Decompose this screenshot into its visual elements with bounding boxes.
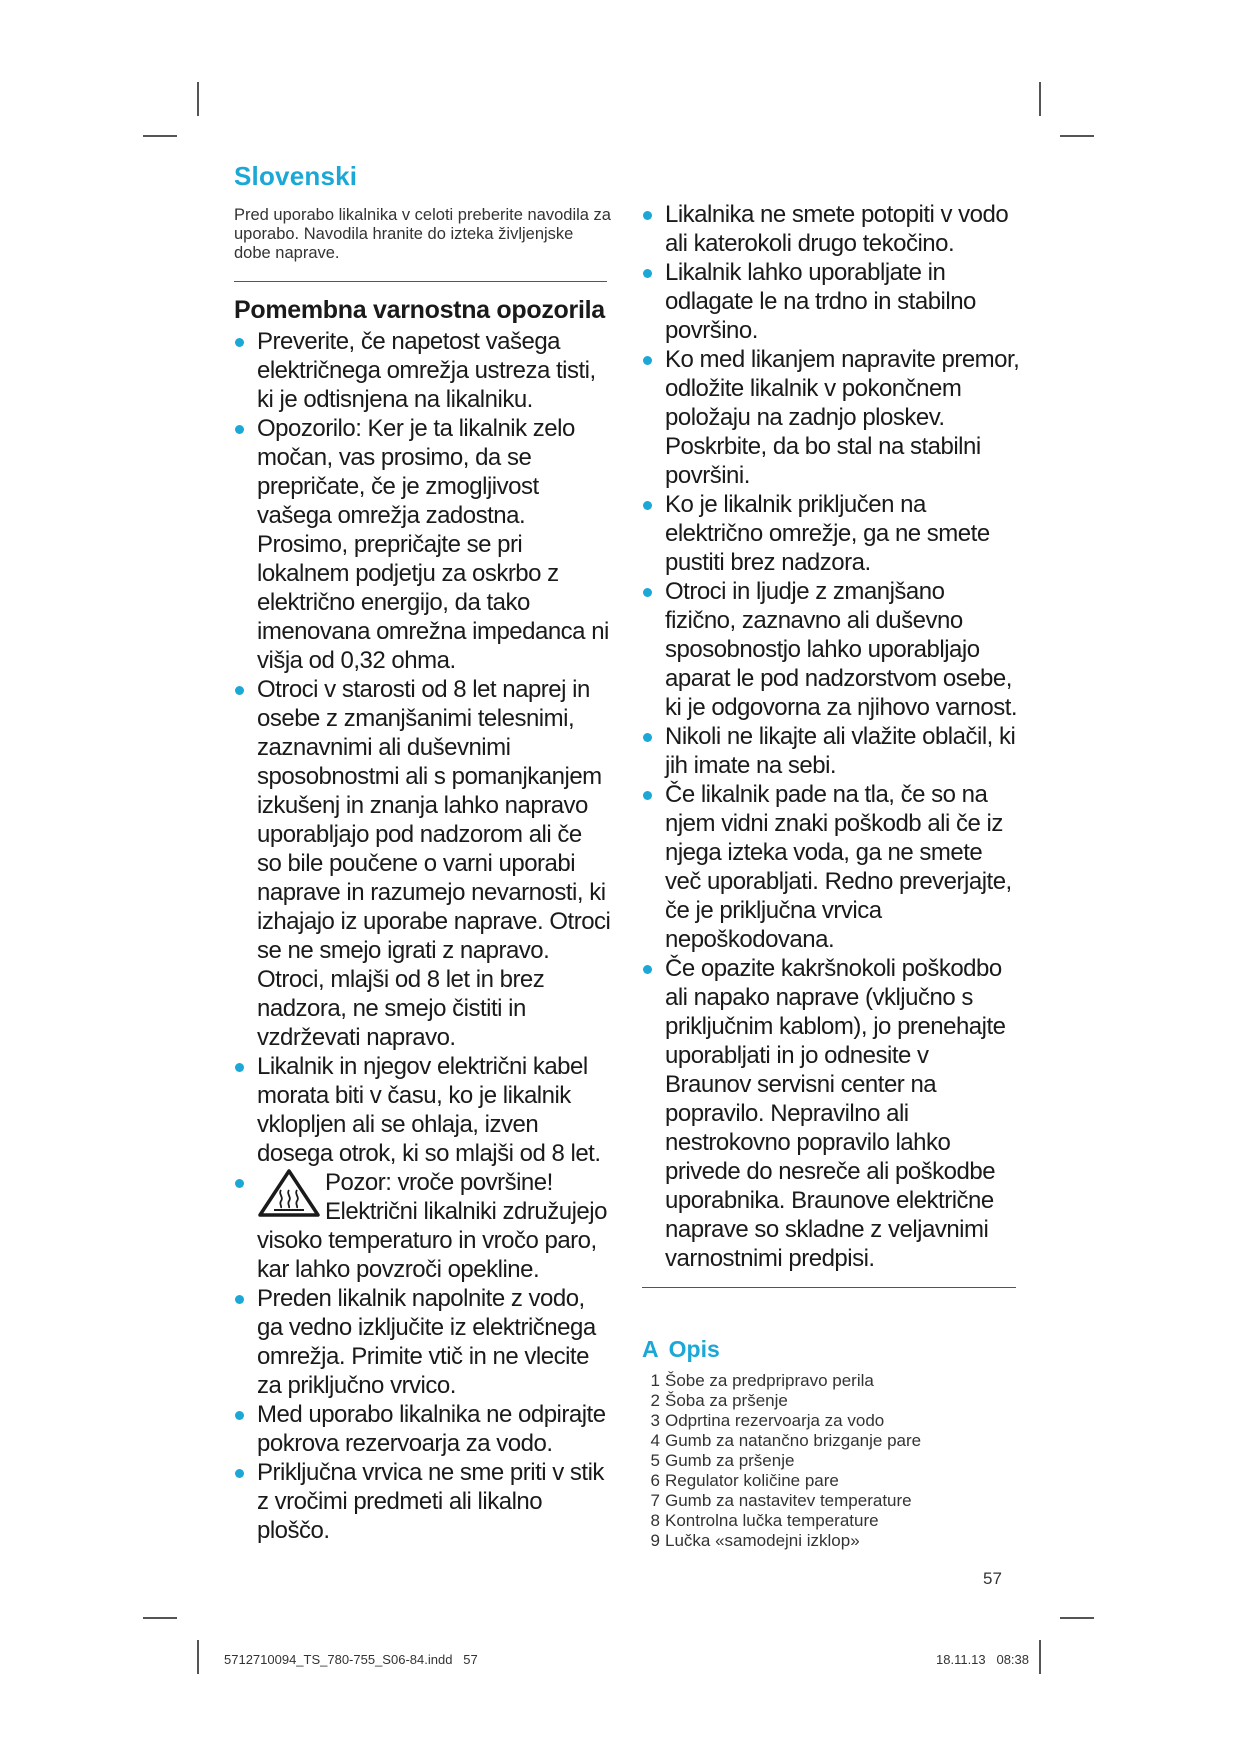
- bullet-icon: [643, 269, 652, 278]
- section-letter: A: [642, 1336, 659, 1362]
- language-title: Slovenski: [234, 161, 358, 191]
- bullet-icon: [643, 965, 652, 974]
- list-item: Likalnik lahko uporabljate in odlagate le na trdno in stabilno površino.: [642, 258, 1020, 345]
- list-item: Preverite, če napetost vašega električnega omrežja ustreza tisti, ki je odtisnjena na likalniku.: [234, 327, 612, 414]
- list-item: Preden likalnik napolnite z vodo, ga vedno izključite iz električnega omrežja. Primite vtič in ne vlecite za priključno vrvico.: [234, 1284, 612, 1400]
- footer-file-info: 5712710094_TS_780-755_S06-84.indd 57: [224, 1652, 478, 1667]
- crop-mark: [1060, 1617, 1094, 1619]
- list-item: 1 Šobe za predpripravo perila: [650, 1371, 874, 1390]
- list-item: Likalnik in njegov električni kabel morata biti v času, ko je likalnik vklopljen ali se ohlaja, izven dosega otrok, ki so mlajši od 8 let.: [234, 1052, 612, 1168]
- right-column: [642, 200, 1020, 1551]
- bullet-icon: [235, 1063, 244, 1072]
- bullet-icon: [235, 338, 244, 347]
- bullet-icon: [643, 211, 652, 220]
- page-number: 57: [983, 1569, 1002, 1588]
- list-item: Nikoli ne likajte ali vlažite oblačil, ki jih imate na sebi.: [642, 722, 1020, 780]
- list-item: Ko med likanjem napravite premor, odložite likalnik v pokončnem položaju na zadnjo ploskev. Poskrbite, da bo stal na stabilni površini.: [642, 345, 1020, 490]
- crop-mark: [1060, 135, 1094, 137]
- crop-mark: [197, 1640, 199, 1674]
- list-item: Priključna vrvica ne sme priti v stik z vročimi predmeti ali likalno ploščo.: [234, 1458, 612, 1545]
- crop-mark: [197, 82, 199, 116]
- list-item: Če opazite kakršnokoli poškodbo ali napako naprave (vključno s priključnim kablom), jo prenehajte uporabljati in jo odnesite v Braunov servisni center na popravilo. Nepravilno ali nestrokovno popravilo lahko privede do nesreče ali poškodbe uporabnika. Braunove električne naprave so skladne z veljavnimi varnostnimi predpisi.: [642, 954, 1020, 1273]
- list-item: 5 Gumb za pršenje: [650, 1451, 795, 1470]
- list-item: Likalnika ne smete potopiti v vodo ali katerokoli drugo tekočino.: [642, 200, 1020, 258]
- bullet-icon: [235, 686, 244, 695]
- list-item: Če likalnik pade na tla, če so na njem vidni znaki poškodb ali če iz njega izteka voda, ga ne smete več uporabljati. Redno preverjajte, če je priključna vrvica nepoškodovana.: [642, 780, 1020, 954]
- list-item: 8 Kontrolna lučka temperature: [650, 1511, 879, 1530]
- safety-list-right: [642, 200, 1020, 1273]
- hot-surface-warning-icon: [257, 1168, 321, 1218]
- list-item: 3 Odprtina rezervoarja za vodo: [650, 1411, 885, 1430]
- bullet-icon: [643, 791, 652, 800]
- list-item: 7 Gumb za nastavitev temperature: [650, 1491, 912, 1510]
- list-item: 9 Lučka «samodejni izklop»: [650, 1531, 860, 1550]
- list-item: Otroci in ljudje z zmanjšano fizično, zaznavno ali duševno sposobnostjo lahko uporabljajo aparat le pod nadzorstvom osebe, ki je odgovorna za njihovo varnost.: [642, 577, 1020, 722]
- bullet-icon: [643, 501, 652, 510]
- list-item: Ko je likalnik priključen na električno omrežje, ga ne smete pustiti brez nadzora.: [642, 490, 1020, 577]
- left-column: [234, 161, 612, 1545]
- footer-date: 18.11.13 08:38: [936, 1652, 1030, 1667]
- bullet-icon: [235, 425, 244, 434]
- list-item: Pozor: vroče površine! Električni likalniki združujejo visoko temperaturo in vročo paro, kar lahko povzroči opekline.: [234, 1168, 612, 1284]
- divider: [642, 1287, 1016, 1288]
- divider: [234, 281, 607, 282]
- crop-mark: [1039, 1640, 1041, 1674]
- intro-text: Pred uporabo likalnika v celoti preberite navodila za uporabo. Navodila hranite do izteka življenjske dobe naprave.: [234, 206, 611, 262]
- list-item: Otroci v starosti od 8 let naprej in osebe z zmanjšanimi telesnimi, zaznavnimi ali duševnimi sposobnostmi ali s pomanjkanjem izkušenj in znanja lahko napravo uporabljajo pod nadzorom ali če so bile poučene o varni uporabi naprave in razumejo nevarnosti, ki izhajajo iz uporabe naprave. Otroci se ne smejo igrati z napravo. Otroci, mlajši od 8 let in brez nadzora, ne smejo čistiti in vzdrževati napravo.: [234, 675, 612, 1052]
- bullet-icon: [643, 733, 652, 742]
- crop-mark: [143, 135, 177, 137]
- crop-mark: [1039, 82, 1041, 116]
- bullet-icon: [235, 1411, 244, 1420]
- list-item: 6 Regulator količine pare: [650, 1471, 839, 1490]
- description-heading: A Opis: [642, 1336, 720, 1362]
- safety-heading: Pomembna varnostna opozorila: [234, 296, 605, 324]
- safety-list-left: [234, 327, 612, 1545]
- bullet-icon: [643, 356, 652, 365]
- parts-list: [642, 1371, 1020, 1551]
- bullet-icon: [235, 1179, 244, 1188]
- list-item: 2 Šoba za pršenje: [650, 1391, 788, 1410]
- list-item: 4 Gumb za natančno brizganje pare: [650, 1431, 922, 1450]
- bullet-icon: [235, 1295, 244, 1304]
- list-item: Med uporabo likalnika ne odpirajte pokrova rezervoarja za vodo.: [234, 1400, 612, 1458]
- bullet-icon: [235, 1469, 244, 1478]
- bullet-icon: [643, 588, 652, 597]
- list-item: Opozorilo: Ker je ta likalnik zelo močan, vas prosimo, da se prepričate, če je zmogljivost vašega omrežja zadostna. Prosimo, prepričajte se pri lokalnem podjetju za oskrbo z električno energijo, da tako imenovana omrežna impedanca ni višja od 0,32 ohma.: [234, 414, 612, 675]
- crop-mark: [143, 1617, 177, 1619]
